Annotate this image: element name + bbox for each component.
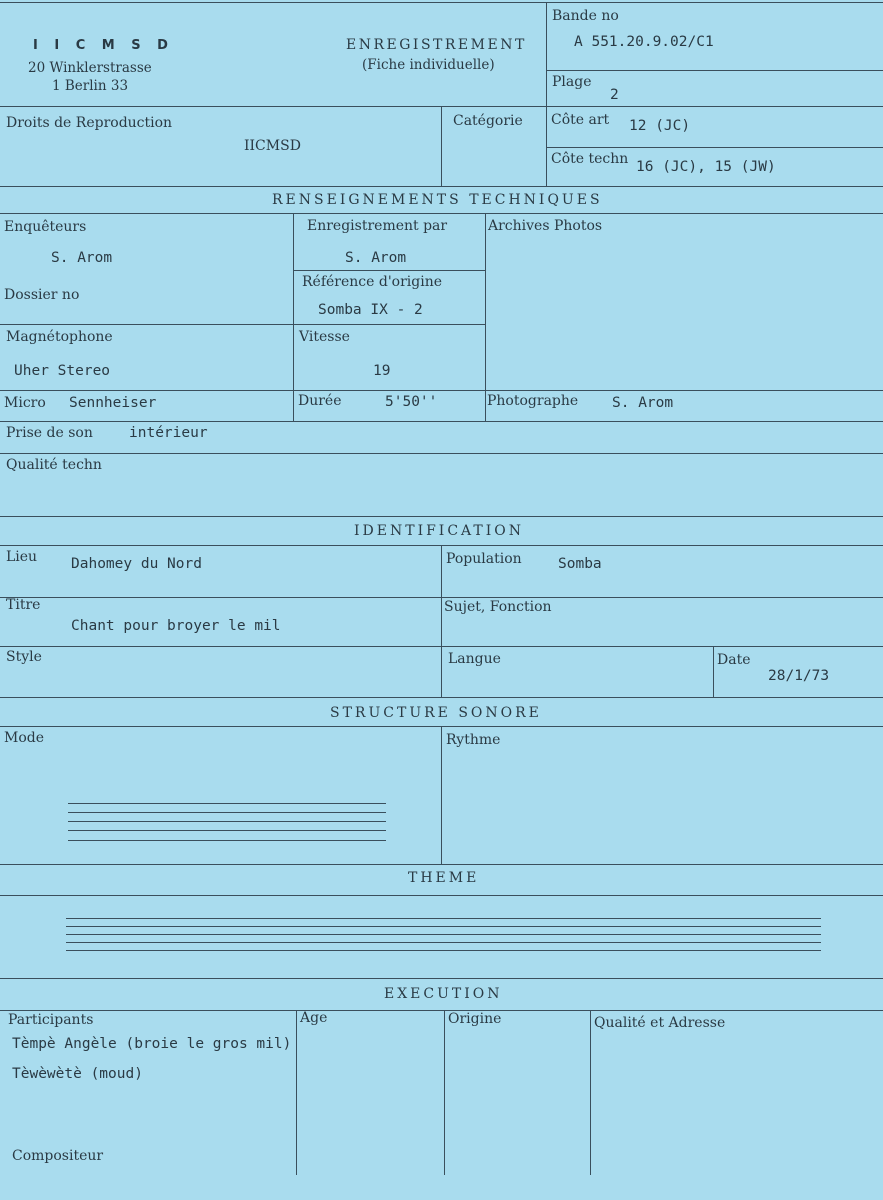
staff-line [66,926,821,927]
rule-bande-bottom [546,70,883,71]
duree-label: Durée [298,393,342,409]
rule-enreg-par-bottom [293,270,485,271]
staff-line [68,821,386,822]
rule-style-bottom [0,697,883,698]
bande-value: A 551.20.9.02/C1 [574,34,714,50]
cote-art-value: 12 (JC) [629,118,691,134]
droits-value: IICMSD [244,138,301,154]
rule-cote-art-bottom [546,147,883,148]
enreg-par-value: S. Arom [345,250,407,266]
lieu-label: Lieu [6,549,38,565]
participant-2: Tèwèwètè (moud) [12,1066,143,1082]
rule-micro-top [0,390,883,391]
lieu-value: Dahomey du Nord [71,556,202,572]
rule-qualite-top [0,453,883,454]
enqueteurs-value: S. Arom [51,250,113,266]
photographe-value: S. Arom [612,395,674,411]
rythme-label: Rythme [446,732,501,748]
staff-line [66,942,821,943]
enreg-par-label: Enregistrement par [307,218,448,234]
address-line-2: 1 Berlin 33 [52,78,129,94]
rule-theme-title-bottom [0,895,883,896]
cote-techn-label: Côte techn [551,151,629,167]
archives-photos-label: Archives Photos [488,218,603,234]
vrule-origine [444,1010,445,1175]
rule-rights-bottom [0,186,883,187]
age-label: Age [300,1010,328,1026]
sujet-label: Sujet, Fonction [444,599,552,615]
vrule-qualite-adresse [590,1010,591,1175]
rule-prise-top [0,421,883,422]
enqueteurs-label: Enquêteurs [4,219,87,235]
vrule-header-right [546,2,547,186]
magnetophone-label: Magnétophone [6,329,113,345]
staff-line [66,934,821,935]
categorie-label: Catégorie [453,113,523,129]
theme-section-title: THEME [408,870,480,886]
tech-section-title: RENSEIGNEMENTS TECHNIQUES [272,192,603,208]
structure-section-title: STRUCTURE SONORE [330,705,542,721]
bande-label: Bande no [552,8,619,24]
rule-identification-top [0,516,883,517]
micro-value: Sennheiser [69,395,157,411]
population-label: Population [446,551,522,567]
staff-line [68,830,386,831]
cote-art-label: Côte art [551,112,610,128]
rule-tech-title-bottom [0,213,883,214]
top-border [0,2,883,3]
vrule-tech-mid [293,213,294,421]
titre-value: Chant pour broyer le mil [71,618,281,634]
rule-execution-title-bottom [0,1010,883,1011]
form-subtitle: (Fiche individuelle) [362,57,495,73]
plage-value: 2 [610,87,619,103]
dossier-label: Dossier no [4,287,80,303]
execution-section-title: EXECUTION [384,986,503,1002]
vrule-structure [441,726,442,864]
compositeur-label: Compositeur [12,1148,104,1164]
cote-techn-value: 16 (JC), 15 (JW) [636,159,776,175]
magnetophone-value: Uher Stereo [14,363,111,379]
prise-label: Prise de son [6,425,93,441]
rule-execution-top [0,978,883,979]
participant-1: Tèmpè Angèle (broie le gros mil) [12,1036,292,1052]
staff-line [66,918,821,919]
staff-line [68,840,386,841]
mode-label: Mode [4,730,45,746]
date-value: 28/1/73 [768,668,830,684]
micro-label: Micro [4,395,46,411]
rule-theme-top [0,864,883,865]
address-line-1: 20 Winklerstrasse [28,60,152,76]
vrule-identification [441,545,442,697]
rule-magnetophone-top [0,324,485,325]
style-label: Style [6,649,42,665]
prise-value: intérieur [129,425,208,441]
origine-label: Origine [448,1011,502,1027]
droits-label: Droits de Reproduction [6,115,173,131]
staff-line [66,950,821,951]
participants-label: Participants [8,1012,94,1028]
titre-label: Titre [6,597,41,613]
langue-label: Langue [448,651,501,667]
vrule-categorie [441,106,442,186]
staff-line [68,812,386,813]
plage-label: Plage [552,74,592,90]
vrule-age [296,1010,297,1175]
form-title: ENREGISTREMENT [346,37,527,53]
identification-section-title: IDENTIFICATION [354,523,524,539]
photographe-label: Photographe [487,393,579,409]
qualite-adresse-label: Qualité et Adresse [594,1015,726,1031]
reference-value: Somba IX - 2 [318,302,423,318]
org-name: I I C M S D [33,38,174,53]
qualite-techn-label: Qualité techn [6,457,102,473]
duree-value: 5'50'' [385,394,438,410]
staff-line [68,803,386,804]
date-label: Date [717,652,751,668]
population-value: Somba [558,556,602,572]
vrule-tech-right [485,213,486,421]
vitesse-value: 19 [373,363,391,379]
reference-label: Référence d'origine [302,274,443,290]
vrule-date [713,646,714,697]
vitesse-label: Vitesse [299,329,350,345]
